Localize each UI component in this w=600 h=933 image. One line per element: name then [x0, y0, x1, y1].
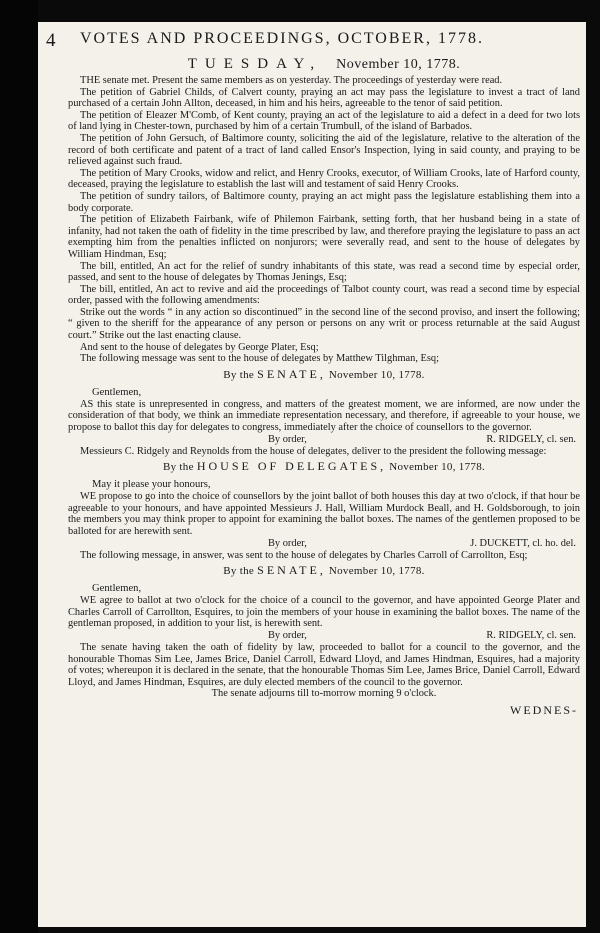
signature-line: [68, 538, 580, 550]
by-order: By order,: [268, 537, 307, 549]
signature: J. DUCKETT, cl. ho. del.: [470, 537, 576, 549]
message-heading: [68, 563, 580, 578]
scan-border: [0, 0, 38, 933]
paragraph: Messieurs C. Ridgely and Reynolds from the house of delegates, deliver to the president the following message:: [80, 445, 547, 457]
salutation: May it please your honours,: [92, 479, 211, 491]
message-heading: [68, 367, 580, 382]
heading-date: November 10, 1778.: [328, 368, 425, 381]
by-order: By order,: [268, 629, 307, 641]
page-number: 4: [46, 30, 57, 51]
running-header: [46, 30, 580, 52]
paragraph: And sent to the house of delegates by George Plater, Esq;: [80, 341, 319, 353]
salutation: Gentlemen,: [92, 386, 142, 398]
paragraph: The petition of Mary Crooks, widow and relict, and Henry Crooks, executor, of William Crooks, late of Harford county, deceased, praying the legislature to establish the last will and testament of said Henry Crooks.: [68, 167, 580, 191]
paragraph: The petition of Elizabeth Fairbank, wife of Philemon Fairbank, setting forth, that her husband being in a state of infanity, had not taken the oath of fidelity in the time prescribed by law, and therefore praying the legislature to pass an act exempting him from the penalties inflicted on nonjurors; were severally read, and sent to the house of delegates by William Hindman, Esq;: [68, 214, 580, 260]
day-name: TUESDAY,: [187, 56, 323, 72]
paragraph: The petition of Eleazer M'Comb, of Kent county, praying an act of the legislature to aid a defect in a deed for two lots of land lying in Chester-town, purchased by him of a certain Trumbull, of the island of Barbados.: [68, 109, 580, 133]
by-order: By order,: [268, 433, 307, 445]
message-text: WE agree to ballot at two o'clock for the choice of a council to the governor, and have appointed George Plater and Charles Carroll of Carrollton, Esquires, to join the members of your house in examining the ballot boxes. The name of the gentleman proposed, in addition to your list, is herewith sent.: [68, 595, 580, 630]
paragraph: The bill, entitled, An act to revive and aid the proceedings of Talbot county court, was read a second time by especial order, passed with the following amendments:: [68, 283, 580, 307]
day-date: November 10, 1778.: [336, 57, 461, 72]
heading-body: SENATE,: [257, 366, 326, 381]
document-page: [38, 22, 586, 927]
day-heading: [68, 56, 580, 73]
heading-by: By the: [162, 461, 194, 474]
page-content: [46, 30, 580, 718]
paragraph: The bill, entitled, An act for the relief of sundry inhabitants of this state, was read a second time by especial order, passed, and sent to the house of delegates by Thomas Jenings, Esq;: [68, 260, 580, 284]
heading-body: HOUSE OF DELEGATES,: [196, 459, 387, 474]
heading-date: November 10, 1778.: [328, 565, 425, 578]
paragraph: Strike out the words “ in any action so discontinued” in the second line of the second proviso, and insert the following; “ given to the sheriff for the appearance of any person or persons on any writ or process returnable at the said August court.” Strike out the last enacting clause.: [68, 306, 580, 342]
signature-line: [68, 434, 580, 446]
paragraph: The petition of John Gersuch, of Baltimore county, soliciting the aid of the legislature, relative to the alteration of the record of both certificate and patent of a tract of land called Ensor's Inspection, lying in said county, and praying to be relieved against such fraud.: [68, 132, 580, 168]
heading-body: SENATE,: [257, 563, 326, 578]
paragraph: The following message, in answer, was sent to the house of delegates by Charles Carroll of Carrollton, Esq;: [80, 549, 528, 561]
paragraph: The petition of sundry tailors, of Baltimore county, praying an act might pass the legislature establishing them into a body corporate.: [68, 190, 580, 214]
paragraph: The following message was sent to the house of delegates by Matthew Tilghman, Esq;: [80, 353, 439, 365]
paragraph: The senate having taken the oath of fidelity by law, proceeded to ballot for a council to the governor, and the honourable Thomas Sim Lee, James Brice, Daniel Carroll, Edward Lloyd, and James Hindman, Esquires, had a majority of votes; whereupon it is declared in the senate, that the honourable Thomas Sim Lee, James Brice, Daniel Carroll, Edward Lloyd, and James Hindman, Esquires, are duly elected members of the council to the governor.: [68, 641, 580, 688]
paragraph: The petition of Gabriel Childs, of Calvert county, praying an act may pass the legislature to invest a tract of land purchased of a certain John Allton, deceased, in him and his heirs, agreeable to the tenor of said petition.: [68, 86, 580, 110]
signature: R. RIDGELY, cl. sen.: [486, 433, 576, 445]
running-title: VOTES AND PROCEEDINGS, OCTOBER, 1778.: [80, 30, 484, 47]
heading-date: November 10, 1778.: [389, 461, 486, 474]
adjournment: The senate adjourns till to-morrow morning 9 o'clock.: [211, 688, 437, 700]
salutation: Gentlemen,: [92, 583, 142, 595]
signature: R. RIDGELY, cl. sen.: [486, 629, 576, 641]
paragraph: THE senate met. Present the same members as on yesterday. The proceedings of yesterday were read.: [80, 75, 503, 86]
message-text: AS this state is unrepresented in congress, and matters of the greatest moment, we are informed, are now under the consideration of that body, we think an immediate representation necessary, and therefore, if agreeable to your house, we propose to ballot this day for delegates to congress, immediately after the choice of counsellors to the governor.: [68, 398, 580, 434]
message-heading: [68, 459, 580, 474]
catchword: WEDNES-: [510, 703, 578, 718]
message-text: WE propose to go into the choice of counsellors by the joint ballot of both houses this day at two o'clock, if that hour be agreeable to your honours, and have appointed Messieurs J. Hall, William Murdock Beall, and H. Goldsborough, to join the members you may think proper to appoint for examining the ballot boxes. The names of the gentlemen proposed to be balloted for are herewith sent.: [68, 491, 580, 537]
heading-by: By the: [223, 368, 255, 381]
heading-by: By the: [223, 565, 255, 578]
signature-line: [68, 630, 580, 642]
